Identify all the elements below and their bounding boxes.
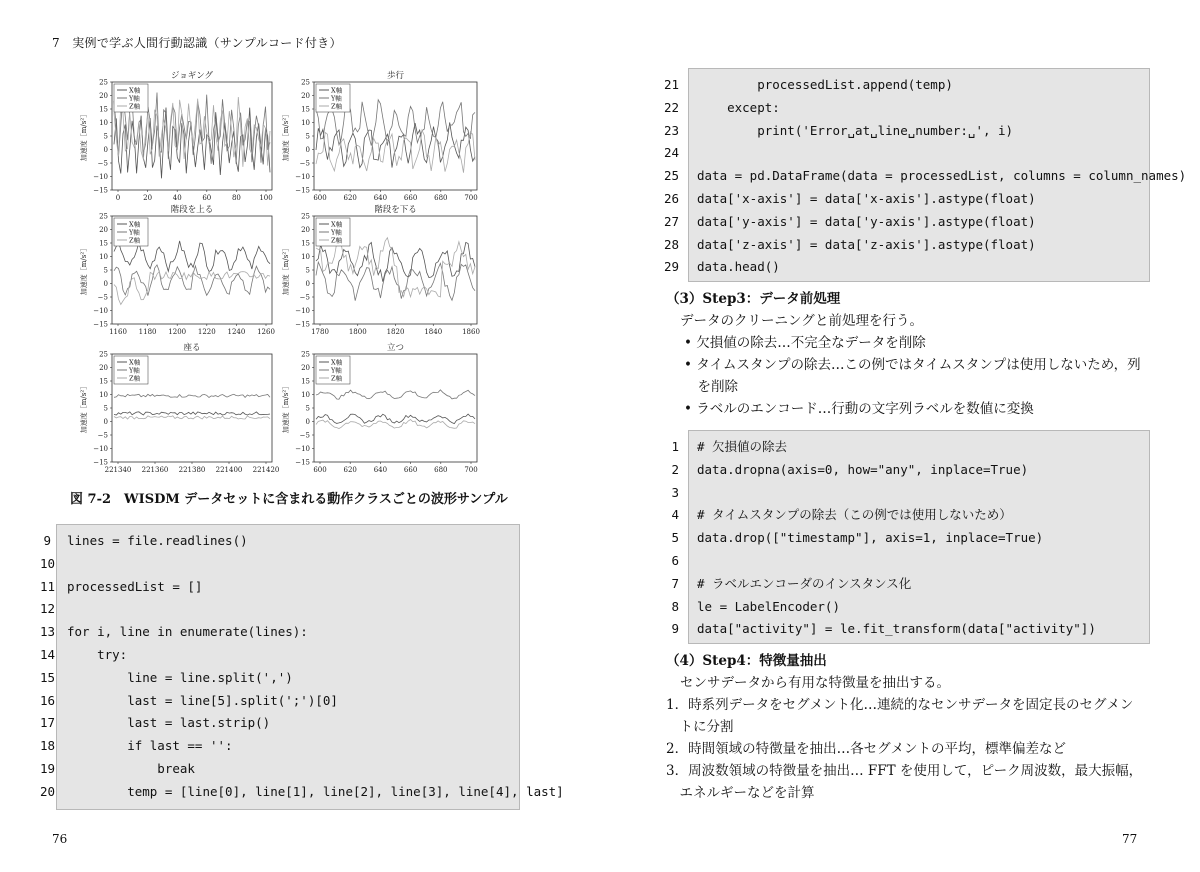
y-tick-label: −10 <box>93 173 108 181</box>
step3-intro: データのクリーニングと前処理を行う。 <box>680 313 923 329</box>
y-tick-label: 25 <box>301 78 310 87</box>
step4-heading: （4）Step4：特徴量抽出 <box>666 653 827 669</box>
code-line: except: <box>697 99 780 115</box>
x-tick-label: 40 <box>172 194 182 202</box>
page-number-left: 76 <box>52 832 68 846</box>
code-line: data['z-axis'] = data['z-axis'].astype(float) <box>697 236 1036 252</box>
y-tick-label: 15 <box>99 105 108 114</box>
line-number: 8 <box>671 598 679 614</box>
line-number: 3 <box>671 484 679 500</box>
series-line-z <box>114 416 270 419</box>
y-tick-label: −5 <box>97 293 108 302</box>
running-header: 7 実例で学ぶ人間行動認識（サンプルコード付き） <box>52 36 342 50</box>
step4-item: エネルギーなどを計算 <box>666 785 815 801</box>
series-line-z <box>316 420 475 429</box>
y-tick-label: 10 <box>99 253 108 261</box>
code-line: lines = file.readlines() <box>67 533 248 548</box>
step4-item: 2．時間領域の特徴量を抽出…各セグメントの平均，標準偏差など <box>666 741 1066 757</box>
legend-label: Y軸 <box>129 366 140 375</box>
line-number: 4 <box>671 507 679 523</box>
step4-item: トに分割 <box>666 719 734 735</box>
code-line: # 欠損値の除去 <box>697 439 788 454</box>
code-line: processedList.append(temp) <box>697 77 953 92</box>
x-tick-label: 640 <box>373 194 388 202</box>
x-tick-label: 660 <box>403 466 418 474</box>
y-tick-label: 5 <box>103 266 108 275</box>
plot-title: 階段を上る <box>170 205 214 215</box>
x-tick-label: 80 <box>231 194 241 202</box>
code-block-right-top <box>660 68 1187 280</box>
code-block-right-bottom <box>660 430 1150 642</box>
y-tick-label: 25 <box>301 212 310 221</box>
line-number: 6 <box>671 553 679 568</box>
x-tick-label: 620 <box>343 466 357 474</box>
series-line-z <box>114 272 270 305</box>
legend-label: Y軸 <box>331 366 342 375</box>
code-line: data.dropna(axis=0, how="any", inplace=True) <box>697 461 1029 477</box>
code-line: le = LabelEncoder() <box>697 598 840 614</box>
line-number: 19 <box>40 761 56 776</box>
y-tick-label: 25 <box>99 212 108 221</box>
y-tick-label: 5 <box>103 404 108 413</box>
y-axis-label: 加速度［m/s²］ <box>282 244 290 296</box>
legend-label: Z軸 <box>129 374 141 383</box>
line-number: 10 <box>40 555 56 571</box>
legend-label: Z軸 <box>331 236 343 245</box>
y-tick-label: 20 <box>99 92 108 100</box>
y-axis-label: 加速度［m/s²］ <box>282 110 290 162</box>
line-number: 27 <box>663 213 679 229</box>
page-number-right: 77 <box>1122 832 1138 846</box>
waveform-figure <box>60 62 490 482</box>
legend-label: Z軸 <box>331 374 343 383</box>
code-line: print('Error␣at␣line␣number:␣', i) <box>697 122 1014 138</box>
step3-heading: （3）Step3：データ前処理 <box>666 291 841 307</box>
y-tick-label: 20 <box>99 226 108 234</box>
y-tick-label: 15 <box>301 105 310 114</box>
series-line-x <box>114 412 270 415</box>
step3-bullet: • 欠損値の除去…不完全なデータを削除 <box>684 335 926 351</box>
code-line: data['y-axis'] = data['y-axis'].astype(float) <box>697 213 1036 229</box>
code-line: try: <box>67 647 128 662</box>
x-tick-label: 60 <box>202 194 212 202</box>
code-line: processedList = [] <box>67 578 203 594</box>
y-tick-label: 20 <box>301 364 310 372</box>
x-tick-label: 680 <box>434 194 448 202</box>
y-tick-label: 15 <box>301 239 310 248</box>
line-number: 12 <box>40 601 56 617</box>
y-tick-label: −15 <box>93 186 108 195</box>
x-tick-label: 1200 <box>168 328 187 336</box>
line-number: 7 <box>671 575 679 591</box>
x-tick-label: 1160 <box>109 328 127 336</box>
legend-label: Y軸 <box>331 94 342 103</box>
plot-title: 階段を下る <box>374 205 417 215</box>
plot-title: 立つ <box>386 343 405 353</box>
legend-label: X軸 <box>129 86 141 95</box>
code-line: for i, line in enumerate(lines): <box>67 624 308 640</box>
legend-label: Z軸 <box>331 102 343 111</box>
legend-label: Y軸 <box>129 228 140 237</box>
y-tick-label: −15 <box>93 458 108 467</box>
x-tick-label: 1220 <box>197 328 216 336</box>
step4-item: 3．周波数領域の特徴量を抽出… FFT を使用して，ピーク周波数，最大振幅， <box>666 763 1143 779</box>
code-block-left <box>40 524 564 808</box>
y-tick-label: 25 <box>99 78 108 87</box>
x-tick-label: 660 <box>403 194 418 202</box>
x-tick-label: 600 <box>313 466 327 474</box>
line-number: 1 <box>671 439 679 454</box>
series-line-y <box>316 390 475 399</box>
x-tick-label: 20 <box>143 194 153 202</box>
y-axis-label: 加速度［m/s²］ <box>80 110 88 162</box>
y-axis-label: 加速度［m/s²］ <box>80 244 88 296</box>
step3-bullet: • ラベルのエンコード…行動の文字列ラベルを数値に変換 <box>684 401 1034 417</box>
line-number: 14 <box>40 647 56 662</box>
y-tick-label: 5 <box>103 132 108 141</box>
series-line-x <box>316 414 475 424</box>
y-tick-label: 5 <box>305 266 310 275</box>
code-line: data['x-axis'] = data['x-axis'].astype(float) <box>697 191 1036 206</box>
y-tick-label: 0 <box>103 418 108 426</box>
y-tick-label: −10 <box>295 307 310 315</box>
line-number: 20 <box>40 783 56 799</box>
x-tick-label: 1840 <box>424 328 443 336</box>
y-tick-label: −5 <box>299 431 310 440</box>
figure-caption: 図 7-2 WISDM データセットに含まれる動作クラスごとの波形サンプル <box>70 492 508 507</box>
legend-label: X軸 <box>129 358 141 367</box>
series-line-x <box>316 242 475 281</box>
y-tick-label: 10 <box>301 119 310 127</box>
y-axis-label: 加速度［m/s²］ <box>80 382 88 434</box>
x-tick-label: 700 <box>464 194 478 202</box>
y-tick-label: −5 <box>299 159 310 168</box>
code-line: temp = [line[0], line[1], line[2], line[3], line[4], last] <box>67 783 564 799</box>
x-tick-label: 1260 <box>257 328 275 336</box>
y-tick-label: −15 <box>295 186 310 195</box>
x-tick-label: 221420 <box>252 466 280 474</box>
y-tick-label: −15 <box>93 320 108 329</box>
y-tick-label: −10 <box>93 445 108 453</box>
x-tick-label: 1180 <box>138 328 157 336</box>
y-tick-label: 20 <box>99 364 108 372</box>
code-line: if last == '': <box>67 738 233 754</box>
y-tick-label: 0 <box>305 280 310 288</box>
y-tick-label: 25 <box>99 350 108 359</box>
y-tick-label: −10 <box>295 445 310 453</box>
legend-label: X軸 <box>129 220 141 229</box>
y-tick-label: 0 <box>103 280 108 288</box>
y-tick-label: 0 <box>305 418 310 426</box>
step4-section <box>666 650 1156 804</box>
y-tick-label: 0 <box>103 146 108 154</box>
x-tick-label: 1800 <box>348 328 367 336</box>
legend-label: X軸 <box>331 220 343 229</box>
y-tick-label: −15 <box>295 320 310 329</box>
x-tick-label: 0 <box>115 194 121 202</box>
line-number: 9 <box>671 621 679 637</box>
x-tick-label: 100 <box>259 194 273 202</box>
y-tick-label: −5 <box>97 159 108 168</box>
code-line: # ラベルエンコーダのインスタンス化 <box>697 575 912 591</box>
x-tick-label: 1820 <box>386 328 405 336</box>
step3-bullet: • タイムスタンプの除去…この例ではタイムスタンプは使用しないため，列 <box>684 357 1141 373</box>
y-tick-label: 20 <box>301 226 310 234</box>
line-number: 5 <box>671 530 679 546</box>
code-line: data = pd.DataFrame(data = processedList, columns = column_names) <box>697 168 1187 184</box>
y-tick-label: 10 <box>301 391 310 399</box>
x-tick-label: 1240 <box>227 328 246 336</box>
series-line-y <box>316 262 475 301</box>
line-number: 13 <box>40 624 56 640</box>
x-tick-label: 221340 <box>104 466 132 474</box>
code-line: data.head() <box>697 259 780 275</box>
legend-label: X軸 <box>331 86 343 95</box>
code-line: # タイムスタンプの除去（この例では使用しないため） <box>697 507 1012 523</box>
step4-intro: センサデータから有用な特徴量を抽出する。 <box>680 675 950 691</box>
line-number: 16 <box>40 692 56 708</box>
y-tick-label: 20 <box>301 92 310 100</box>
legend-label: Y軸 <box>331 228 342 237</box>
code-line: last = line[5].split(';')[0] <box>67 692 338 708</box>
line-number: 2 <box>671 461 679 477</box>
legend-label: Z軸 <box>129 236 141 245</box>
plot-title: 座る <box>183 343 201 353</box>
line-number: 25 <box>663 168 679 184</box>
x-tick-label: 221380 <box>178 466 206 474</box>
series-line-y <box>114 265 270 296</box>
step4-item: 1．時系列データをセグメント化…連続的なセンサデータを固定長のセグメン <box>666 697 1134 713</box>
line-number: 28 <box>663 236 679 252</box>
y-axis-label: 加速度［m/s²］ <box>282 382 290 434</box>
line-number: 22 <box>663 99 679 115</box>
x-tick-label: 1780 <box>311 328 329 336</box>
step3-bullet: を削除 <box>684 379 738 395</box>
x-tick-label: 680 <box>434 466 448 474</box>
code-line: line = line.split(',') <box>67 669 293 685</box>
legend-label: X軸 <box>331 358 343 367</box>
y-tick-label: −15 <box>295 458 310 467</box>
y-tick-label: 5 <box>305 132 310 141</box>
y-tick-label: 10 <box>301 253 310 261</box>
x-tick-label: 600 <box>313 194 327 202</box>
line-number: 18 <box>40 738 56 754</box>
code-line: last = last.strip() <box>67 715 271 731</box>
y-tick-label: 15 <box>99 377 108 386</box>
x-tick-label: 640 <box>373 466 388 474</box>
y-tick-label: 10 <box>99 391 108 399</box>
y-tick-label: −10 <box>295 173 310 181</box>
y-tick-label: −5 <box>299 293 310 302</box>
line-number: 29 <box>663 259 679 275</box>
line-number: 17 <box>40 715 56 731</box>
series-line-y <box>114 394 270 397</box>
x-tick-label: 1860 <box>462 328 480 336</box>
x-tick-label: 700 <box>464 466 478 474</box>
legend-label: Y軸 <box>129 94 140 103</box>
x-tick-label: 221400 <box>215 466 243 474</box>
y-tick-label: 25 <box>301 350 310 359</box>
y-tick-label: 0 <box>305 146 310 154</box>
y-tick-label: 15 <box>99 239 108 248</box>
legend-label: Z軸 <box>129 102 141 111</box>
x-tick-label: 620 <box>343 194 357 202</box>
y-tick-label: 10 <box>99 119 108 127</box>
y-tick-label: −5 <box>97 431 108 440</box>
line-number: 21 <box>663 77 679 92</box>
code-line: data.drop(["timestamp"], axis=1, inplace=True) <box>697 530 1044 546</box>
line-number: 11 <box>40 578 56 594</box>
y-tick-label: −10 <box>93 307 108 315</box>
series-line-z <box>316 238 475 297</box>
step3-section <box>666 288 1156 420</box>
line-number: 9 <box>43 533 51 548</box>
line-number: 24 <box>663 145 679 161</box>
x-tick-label: 221360 <box>141 466 169 474</box>
plot-title: ジョギング <box>170 71 214 81</box>
code-line: break <box>67 761 195 776</box>
y-tick-label: 15 <box>301 377 310 386</box>
line-number: 26 <box>663 191 679 206</box>
code-line: data["activity"] = le.fit_transform(data["activity"]) <box>697 621 1096 637</box>
y-tick-label: 5 <box>305 404 310 413</box>
line-number: 23 <box>663 122 679 138</box>
plot-title: 歩行 <box>386 71 405 81</box>
line-number: 15 <box>40 669 56 685</box>
